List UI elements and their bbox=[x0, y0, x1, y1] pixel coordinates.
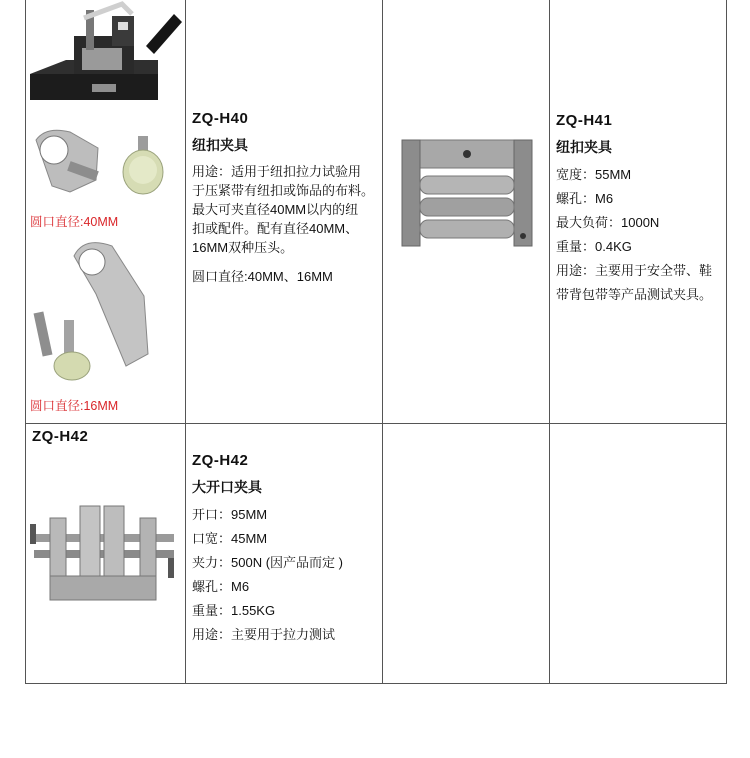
spec-screw-hole: 螺孔：M6 bbox=[192, 579, 250, 594]
model-number: ZQ-H42 bbox=[192, 452, 249, 469]
usage-line: 用途：适用于纽扣拉力试验用 bbox=[192, 164, 362, 179]
product-name: 纽扣夹具 bbox=[192, 137, 248, 153]
table-border-bottom bbox=[25, 683, 727, 684]
zq-h40-info-cell bbox=[192, 110, 382, 289]
model-number: ZQ-H42 bbox=[32, 428, 89, 445]
spec-screw-hole: 螺孔：M6 bbox=[556, 191, 614, 206]
usage-line: 带背包带等产品测试夹具。 bbox=[556, 287, 713, 302]
column-divider bbox=[382, 0, 383, 684]
zq-h42-image-cell bbox=[32, 428, 182, 445]
model-number: ZQ-H41 bbox=[556, 112, 613, 129]
16mm-clamp-pieces-image bbox=[26, 236, 184, 396]
button-fixture-machine-image bbox=[26, 0, 184, 130]
spec-weight: 重量：0.4KG bbox=[556, 239, 632, 254]
spec-list bbox=[556, 163, 726, 307]
product-name: 大开口夹具 bbox=[192, 479, 262, 495]
table-border-right bbox=[726, 0, 727, 684]
diameter-spec: 圆口直径:40MM、16MM bbox=[192, 269, 333, 284]
usage-line: 16MM双种压头。 bbox=[192, 240, 294, 255]
usage-line: 扣或配件。配有直径40MM、 bbox=[192, 221, 359, 236]
column-divider bbox=[549, 0, 550, 684]
usage-line: 最大可夹直径40MM以内的纽 bbox=[192, 202, 359, 217]
caption-40mm: 圆口直径:40MM bbox=[30, 215, 119, 229]
model-number: ZQ-H40 bbox=[192, 110, 249, 127]
column-divider bbox=[185, 0, 186, 684]
spec-weight: 重量：1.55KG bbox=[192, 603, 276, 618]
zq-h42-info-cell bbox=[192, 452, 382, 647]
product-name: 纽扣夹具 bbox=[556, 139, 612, 155]
zq-h41-info-cell bbox=[556, 112, 726, 307]
spec-opening: 开口：95MM bbox=[192, 507, 268, 522]
wide-opening-fixture-image bbox=[28, 498, 178, 608]
spec-mouth-width: 口宽：45MM bbox=[192, 531, 268, 546]
spec-list bbox=[192, 503, 382, 647]
spec-usage: 用途：主要用于拉力测试 bbox=[192, 627, 336, 642]
40mm-clamp-pieces-image bbox=[26, 126, 184, 210]
row-divider bbox=[25, 423, 727, 424]
spec-max-load: 最大负荷：1000N bbox=[556, 215, 660, 230]
usage-description bbox=[192, 162, 382, 257]
usage-line: 于压紧带有纽扣或饰品的布料。 bbox=[192, 183, 375, 198]
caption-16mm: 圆口直径:16MM bbox=[30, 399, 119, 413]
usage-line: 用途：主要用于安全带、鞋 bbox=[556, 263, 713, 278]
zq-h41-image-cell bbox=[400, 136, 535, 256]
spec-clamp-force: 夹力：500N (因产品而定 ) bbox=[192, 555, 343, 570]
spec-width: 宽度：55MM bbox=[556, 167, 632, 182]
row1-image-cell bbox=[26, 0, 184, 422]
belt-fixture-image bbox=[400, 136, 535, 256]
